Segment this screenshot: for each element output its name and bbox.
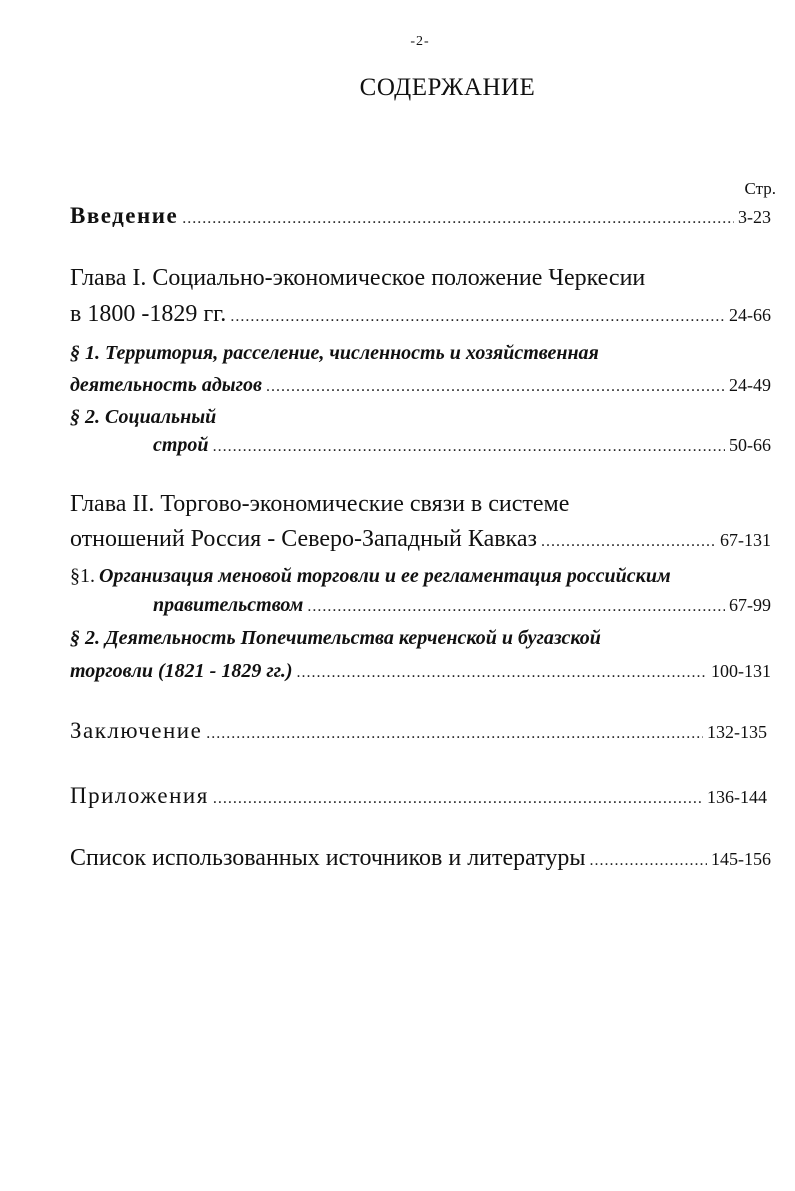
toc-section-1-1-line1: § 1. Территория, расселение, численность и хозяйственная — [70, 342, 599, 364]
leader-dots — [307, 598, 725, 616]
toc-entry-title: Приложения — [70, 783, 209, 808]
toc-chapter-2 — [70, 526, 771, 553]
toc-entry-pages: 3-23 — [738, 207, 771, 227]
toc-section-1-2-line1: § 2. Социальный — [70, 406, 217, 428]
toc-section-1-2-line2: строй — [153, 434, 209, 456]
leader-dots — [230, 308, 725, 326]
toc-entry-pages: 136-144 — [707, 787, 767, 807]
leader-dots — [266, 378, 725, 396]
toc-section-1-1-line2: деятельность адыгов — [70, 374, 262, 396]
toc-entry-pages: 67-99 — [729, 595, 771, 615]
leader-dots — [213, 790, 703, 808]
toc-section-2-1-line1 — [70, 565, 671, 588]
leader-dots — [296, 664, 707, 682]
toc-chapter-1 — [70, 301, 771, 328]
toc-section-1-1 — [70, 374, 771, 397]
page-column-label: Стр. — [744, 179, 776, 198]
toc-entry-title: Список использованных источников и литературы — [70, 845, 586, 871]
leader-dots — [589, 852, 707, 870]
toc-section-2-2-line1: § 2. Деятельность Попечительства керченской и бугазской — [70, 627, 601, 649]
toc-section-2-2 — [70, 660, 771, 683]
toc-entry-pages: 24-66 — [729, 305, 771, 325]
toc-section-1-2 — [153, 434, 771, 457]
toc-entry-introduction — [70, 203, 771, 229]
toc-entry-pages: 67-131 — [720, 530, 771, 550]
toc-entry-appendix — [70, 783, 767, 809]
leader-dots — [206, 725, 703, 743]
toc-section-2-1-line2: правительством — [153, 594, 304, 616]
toc-entry-pages: 132-135 — [707, 722, 767, 742]
leader-dots — [182, 210, 734, 228]
toc-entry-pages: 100-131 — [711, 661, 771, 681]
toc-entry-conclusion — [70, 718, 767, 744]
toc-entry-pages: 50-66 — [729, 435, 771, 455]
leader-dots — [541, 533, 716, 551]
toc-section-2-1-prefix: §1. — [70, 565, 95, 587]
page-title: СОДЕРЖАНИЕ — [359, 74, 536, 101]
leader-dots — [213, 438, 725, 456]
toc-entry-title: Введение — [70, 203, 179, 228]
toc-section-2-1 — [153, 594, 771, 617]
toc-entry-pages: 145-156 — [711, 849, 771, 869]
toc-entry-pages: 24-49 — [729, 375, 771, 395]
toc-chapter-1-title-line2: в 1800 -1829 гг. — [70, 301, 227, 327]
toc-section-2-1-text: Организация меновой торговли и ее регламентация российским — [99, 565, 671, 587]
toc-entry-sources — [70, 845, 771, 872]
toc-chapter-1-title-line1: Глава I. Социально-экономическое положение Черкесии — [70, 265, 646, 291]
toc-chapter-2-title-line1: Глава II. Торгово-экономические связи в системе — [70, 491, 570, 517]
toc-section-2-2-line2: торговли (1821 - 1829 гг.) — [70, 660, 293, 682]
toc-chapter-2-title-line2: отношений Россия - Северо-Западный Кавказ — [70, 526, 537, 552]
page-number: -2- — [410, 34, 430, 49]
toc-entry-title: Заключение — [70, 718, 203, 743]
